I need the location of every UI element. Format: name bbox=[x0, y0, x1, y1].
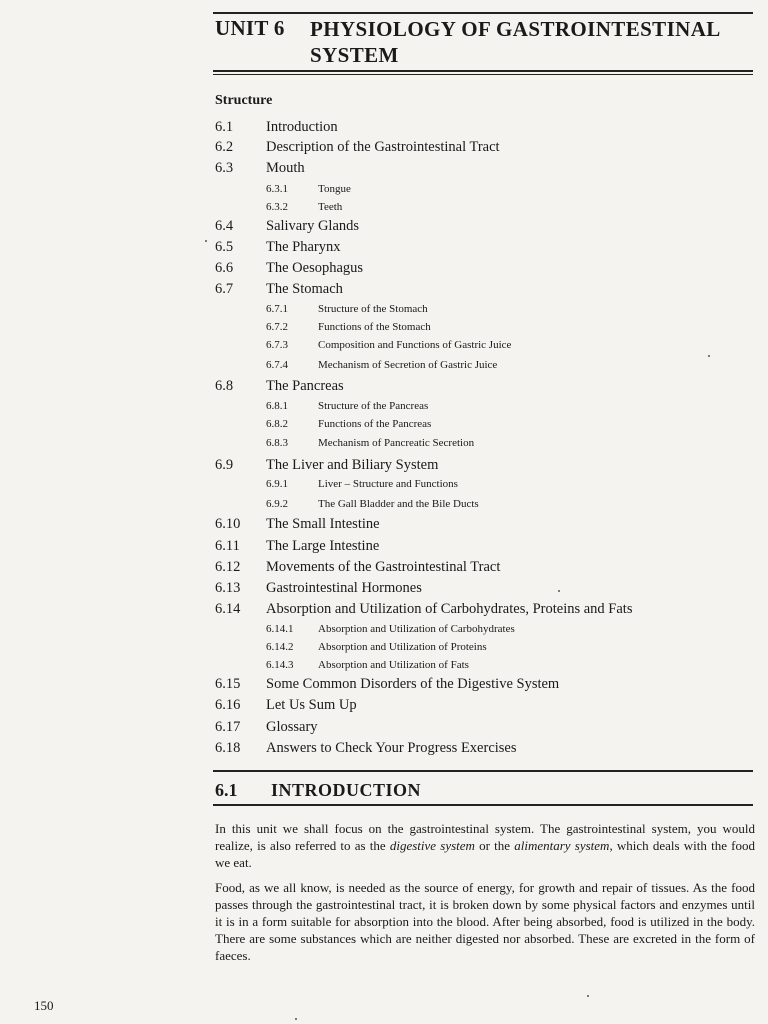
toc-entry bbox=[0, 578, 768, 598]
top-rule bbox=[213, 12, 753, 14]
toc-entry-title: The Stomach bbox=[266, 281, 343, 297]
intro-paragraph-1 bbox=[215, 820, 755, 871]
toc-entry bbox=[0, 695, 768, 715]
toc-entry-title: Absorption and Utilization of Carbohydrates bbox=[318, 623, 515, 635]
toc-entry-number: 6.9.2 bbox=[266, 498, 288, 510]
toc-entry-number: 6.9 bbox=[215, 457, 234, 473]
toc-entry-number: 6.7.2 bbox=[266, 321, 288, 333]
toc-entry-title: Some Common Disorders of the Digestive System bbox=[266, 676, 560, 692]
toc-entry-number: 6.8.1 bbox=[266, 400, 288, 412]
toc-entry-number: 6.14.2 bbox=[266, 641, 294, 653]
section-rule-bottom bbox=[213, 804, 753, 806]
toc-entry-number: 6.16 bbox=[215, 697, 241, 713]
intro-paragraph-1-text-c: , which deals with the food we eat. bbox=[215, 838, 755, 870]
toc-entry-title: Answers to Check Your Progress Exercises bbox=[266, 740, 517, 756]
toc-entry-number: 6.3.1 bbox=[266, 183, 288, 195]
toc-entry-number: 6.7.1 bbox=[266, 303, 288, 315]
toc-subentry bbox=[0, 639, 768, 655]
toc-subentry bbox=[0, 435, 768, 451]
scan-speck bbox=[587, 995, 589, 997]
toc-subentry bbox=[0, 199, 768, 215]
toc-entry-title: Glossary bbox=[266, 719, 318, 735]
toc-entry-number: 6.17 bbox=[215, 719, 241, 735]
toc-entry bbox=[0, 216, 768, 236]
toc-entry-title: The Gall Bladder and the Bile Ducts bbox=[318, 498, 479, 510]
toc-entry-number: 6.6 bbox=[215, 260, 234, 276]
toc-entry bbox=[0, 599, 768, 619]
toc-entry-title: Let Us Sum Up bbox=[266, 697, 357, 713]
toc-entry-title: Mechanism of Secretion of Gastric Juice bbox=[318, 359, 498, 371]
toc-entry-title: Mouth bbox=[266, 160, 305, 176]
toc-entry-title: Tongue bbox=[318, 183, 351, 195]
toc-entry-title: Structure of the Stomach bbox=[318, 303, 428, 315]
toc-entry bbox=[0, 237, 768, 257]
toc-entry-title: Absorption and Utilization of Fats bbox=[318, 659, 469, 671]
unit-title: PHYSIOLOGY OF GASTROINTESTINAL SYSTEM bbox=[310, 17, 720, 67]
toc-entry-number: 6.13 bbox=[215, 580, 241, 596]
toc-entry-title: Introduction bbox=[266, 119, 338, 135]
toc-entry-title: Mechanism of Pancreatic Secretion bbox=[318, 437, 475, 449]
toc-entry-number: 6.14 bbox=[215, 601, 241, 617]
scan-speck bbox=[558, 590, 560, 592]
toc-entry bbox=[0, 117, 768, 137]
title-underline bbox=[213, 70, 753, 72]
toc-entry-number: 6.14.3 bbox=[266, 659, 294, 671]
digestive-system-term: digestive system bbox=[389, 838, 475, 853]
toc-entry-title: The Liver and Biliary System bbox=[266, 457, 439, 473]
toc-entry-title: The Pharynx bbox=[266, 239, 341, 255]
toc-entry-number: 6.3 bbox=[215, 160, 234, 176]
toc-entry-number: 6.18 bbox=[215, 740, 241, 756]
toc-entry-number: 6.14.1 bbox=[266, 623, 294, 635]
toc-subentry bbox=[0, 398, 768, 414]
toc-entry bbox=[0, 279, 768, 299]
toc-entry bbox=[0, 738, 768, 758]
toc-entry-number: 6.7 bbox=[215, 281, 234, 297]
toc-entry-title: Structure of the Pancreas bbox=[318, 400, 429, 412]
toc-entry-title: Teeth bbox=[318, 201, 343, 213]
toc-entry-number: 6.10 bbox=[215, 516, 241, 532]
toc-entry-title: The Large Intestine bbox=[266, 538, 380, 554]
scan-speck bbox=[295, 1018, 297, 1020]
toc-entry bbox=[0, 674, 768, 694]
toc-entry-title: Absorption and Utilization of Proteins bbox=[318, 641, 487, 653]
toc-entry-number: 6.15 bbox=[215, 676, 241, 692]
scan-speck bbox=[708, 355, 710, 357]
toc-entry-number: 6.2 bbox=[215, 139, 234, 155]
toc-entry-number: 6.7.3 bbox=[266, 339, 288, 351]
toc-subentry bbox=[0, 337, 768, 353]
toc-entry-number: 6.3.2 bbox=[266, 201, 288, 213]
section-rule-top bbox=[213, 770, 753, 772]
toc-subentry bbox=[0, 301, 768, 317]
section-number: 6.1 bbox=[215, 780, 238, 800]
toc-entry-number: 6.4 bbox=[215, 218, 234, 234]
alimentary-system-term: alimentary system bbox=[514, 838, 610, 853]
toc-subentry bbox=[0, 181, 768, 197]
toc-entry-title: Functions of the Pancreas bbox=[318, 418, 432, 430]
toc-entry-title: Movements of the Gastrointestinal Tract bbox=[266, 559, 501, 575]
structure-heading: Structure bbox=[215, 93, 273, 108]
toc-entry-title: Absorption and Utilization of Carbohydrates, Proteins and Fats bbox=[266, 601, 633, 617]
toc-entry-number: 6.11 bbox=[215, 538, 240, 554]
scan-speck bbox=[205, 240, 207, 242]
toc-entry-number: 6.5 bbox=[215, 239, 234, 255]
toc-entry-number: 6.8 bbox=[215, 378, 234, 394]
toc-subentry bbox=[0, 357, 768, 373]
toc-entry bbox=[0, 536, 768, 556]
toc-entry-number: 6.8.2 bbox=[266, 418, 288, 430]
toc-subentry bbox=[0, 476, 768, 492]
toc-entry bbox=[0, 557, 768, 577]
toc-subentry bbox=[0, 657, 768, 673]
toc-entry bbox=[0, 514, 768, 534]
toc-entry bbox=[0, 455, 768, 475]
toc-entry-title: The Small Intestine bbox=[266, 516, 380, 532]
toc-entry-title: Gastrointestinal Hormones bbox=[266, 580, 422, 596]
section-title: INTRODUCTION bbox=[271, 780, 422, 800]
toc-subentry bbox=[0, 621, 768, 637]
toc-entry-title: Composition and Functions of Gastric Juice bbox=[318, 339, 512, 351]
toc-entry bbox=[0, 376, 768, 396]
toc-entry-number: 6.8.3 bbox=[266, 437, 288, 449]
toc-entry-title: The Pancreas bbox=[266, 378, 344, 394]
toc-entry-number: 6.7.4 bbox=[266, 359, 288, 371]
intro-paragraph-2: Food, as we all know, is needed as the source of energy, for growth and repair of tissues. As the food passes through the gastrointestinal tract, it is broken down by some physical factors and enzymes until it is in a form suitable for absorption into the blood. After being absorbed, food is utilized in the body. There are some substances which are neither digested nor absorbed. These are excreted in the form of faeces. bbox=[215, 880, 755, 963]
page-number: 150 bbox=[34, 998, 54, 1013]
toc-entry bbox=[0, 158, 768, 178]
intro-paragraph-1-text-b: or the bbox=[474, 838, 515, 853]
toc-entry bbox=[0, 717, 768, 737]
toc-entry-title: Description of the Gastrointestinal Tract bbox=[266, 139, 500, 155]
toc-entry-title: Functions of the Stomach bbox=[318, 321, 431, 333]
toc-entry-number: 6.12 bbox=[215, 559, 241, 575]
intro-paragraph-1-text-a: In this unit we shall focus on the gastrointestinal system. The gastrointestinal system, you would realize, is also referred to as the bbox=[215, 821, 755, 853]
unit-label: UNIT 6 bbox=[215, 16, 285, 40]
toc-entry-title: Salivary Glands bbox=[266, 218, 360, 234]
toc-entry-number: 6.9.1 bbox=[266, 478, 288, 490]
toc-entry-number: 6.1 bbox=[215, 119, 234, 135]
toc-subentry bbox=[0, 319, 768, 335]
toc-entry bbox=[0, 137, 768, 157]
title-underline-thin bbox=[213, 74, 753, 75]
toc-subentry bbox=[0, 496, 768, 512]
toc-entry-title: The Oesophagus bbox=[266, 260, 364, 276]
toc-subentry bbox=[0, 416, 768, 432]
toc-entry bbox=[0, 258, 768, 278]
toc-entry-title: Liver – Structure and Functions bbox=[318, 478, 458, 490]
